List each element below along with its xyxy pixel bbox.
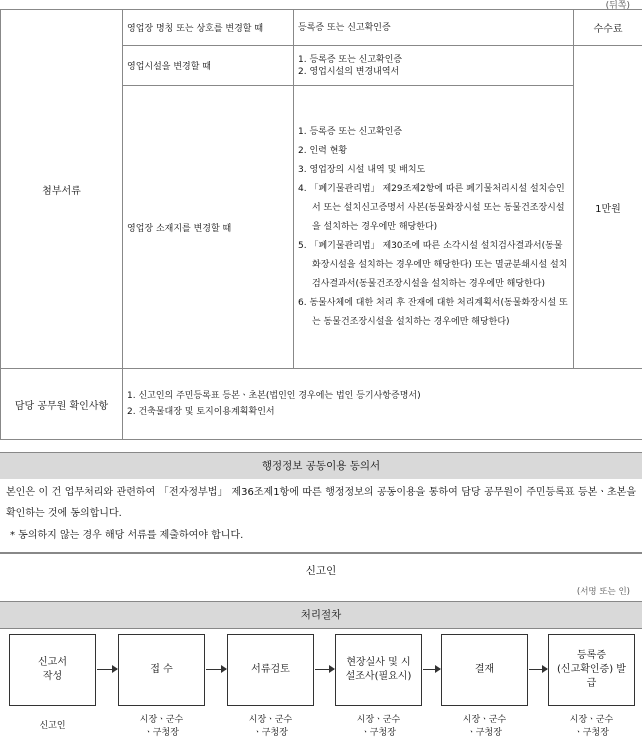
actor-step-4: 시장ㆍ군수 ㆍ구청장 (356, 715, 401, 738)
case-location-change: 영업장 소재지를 변경할 때 (123, 86, 294, 369)
fee-label: 수수료 (574, 10, 642, 46)
official-check-items: 1. 신고인의 주민등록표 등본ㆍ초본(법인인 경우에는 법인 등기사항증명서) 2. 건축물대장 및 토지이용계획확인서 (123, 369, 642, 440)
case-facility-change: 영업시설을 변경할 때 (123, 46, 294, 86)
actor-step-6: 시장ㆍ군수 ㆍ구청장 (569, 715, 614, 738)
step-document-review: 서류검토 (227, 634, 314, 706)
fee-value: 1만원 (574, 46, 642, 369)
actor-applicant: 신고인 (39, 721, 66, 731)
arrow-3 (315, 669, 334, 670)
arrow-2 (206, 669, 226, 670)
docs-facility-change: 1. 등록증 또는 신고확인증 2. 영업시설의 변경내역서 (294, 46, 574, 86)
step-issue-certificate: 등록증 (신고확인증) 발급 (548, 634, 635, 706)
arrow-5 (529, 669, 547, 670)
step-write-form: 신고서 작성 (9, 634, 96, 706)
step-approval: 결재 (441, 634, 528, 706)
step-site-inspection: 현장실사 및 시설조사(필요시) (335, 634, 422, 706)
actor-step-5: 시장ㆍ군수 ㆍ구청장 (462, 715, 507, 738)
consent-title: 행정정보 공동이용 동의서 (0, 452, 642, 479)
consent-note: * 동의하지 않는 경우 해당 서류를 제출하여야 합니다. (10, 530, 244, 541)
docs-location-change: 1. 등록증 또는 신고확인증 2. 인력 현황 3. 영업장의 시설 내역 및 배치도 4. 「폐기물관리법」 제29조제2항에 따른 폐기물처리시설 설치승인서 또는 설치신고증명서 사본(동물화장시설 또는 동물건조장시설을 설치하는 경우에만 해당한다) 5. 「폐기물관리법」 제30조에 따른 소각시설 설치검사결과서(동물화장시설을 설치하는 경우에만 해당한다) 또는 멸균분쇄시설 설치검사결과서(동물건조장시설을 설치하는 경우에만 해당한다) 6. 동물사체에 대한 처리 후 잔재에 대한 처리계획서(동물화장시설 또는 동물건조장시설을 설치하는 경우에만 해당한다) (294, 86, 574, 369)
official-check-label: 담당 공무원 확인사항 (1, 369, 123, 440)
actor-step-3: 시장ㆍ군수 ㆍ구청장 (248, 715, 293, 738)
back-page-label: (뒤쪽) (605, 1, 630, 11)
arrow-4 (423, 669, 440, 670)
case-name-change: 영업장 명칭 또는 상호를 변경할 때 (123, 10, 294, 46)
arrow-1 (97, 669, 117, 670)
signature-label: (서명 또는 인) (576, 587, 630, 597)
attachments-label: 첨부서류 (1, 10, 123, 369)
consent-text: 본인은 이 건 업무처리와 관련하여 「전자정부법」 제36조제1항에 따른 행정정보의 공동이용을 통하여 담당 공무원이 주민등록표 등본ㆍ초본을 확인하는 것에 동의합니다. (6, 487, 636, 519)
attachments-table (0, 9, 642, 440)
docs-name-change: 등록증 또는 신고확인증 (294, 10, 574, 46)
procedure-title: 처리절차 (0, 601, 642, 629)
applicant-label: 신고인 (305, 565, 337, 577)
actor-step-2: 시장ㆍ군수 ㆍ구청장 (139, 715, 184, 738)
step-receipt: 접 수 (118, 634, 205, 706)
